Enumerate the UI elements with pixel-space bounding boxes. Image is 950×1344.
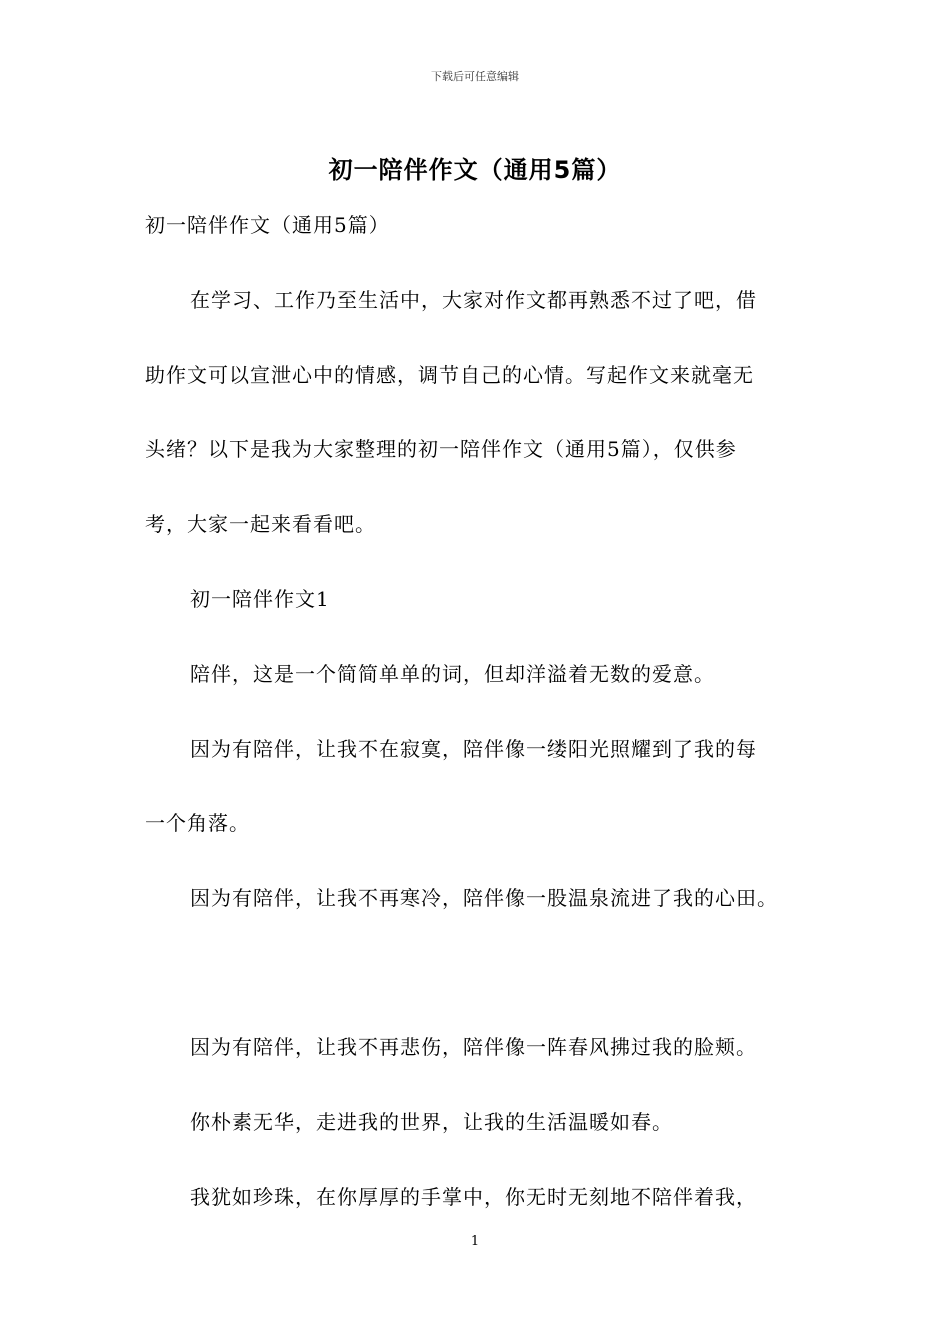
paragraph-line: 因为有陪伴，让我不在寂寞，陪伴像一缕阳光照耀到了我的每 xyxy=(190,737,757,761)
paragraph-line: 陪伴，这是一个简简单单的词，但却洋溢着无数的爱意。 xyxy=(190,662,715,686)
paragraph-line: 助作文可以宣泄心中的情感，调节自己的心情。写起作文来就毫无 xyxy=(145,363,754,387)
paragraph-line: 你朴素无华，走进我的世界，让我的生活温暖如春。 xyxy=(190,1110,673,1134)
document-subtitle: 初一陪伴作文（通用5篇） xyxy=(145,213,390,237)
paragraph-line: 因为有陪伴，让我不再悲伤，陪伴像一阵春风拂过我的脸颊。 xyxy=(190,1035,757,1059)
paragraph-line: 考，大家一起来看看吧。 xyxy=(145,512,376,536)
paragraph-line: 头绪？以下是我为大家整理的初一陪伴作文（通用5篇），仅供参 xyxy=(145,437,737,461)
paragraph-line: 我犹如珍珠，在你厚厚的手掌中，你无时无刻地不陪伴着我， xyxy=(190,1185,757,1209)
paragraph-line: 因为有陪伴，让我不再寒冷，陪伴像一股温泉流进了我的心田。 xyxy=(190,886,778,910)
paragraph-line: 在学习、工作乃至生活中，大家对作文都再熟悉不过了吧，借 xyxy=(190,288,757,312)
page-number: 1 xyxy=(470,1234,480,1249)
paragraph-line: 一个角落。 xyxy=(145,811,250,835)
section-heading: 初一陪伴作文1 xyxy=(190,587,330,611)
document-title: 初一陪伴作文（通用5篇） xyxy=(328,156,622,184)
header-note: 下载后可任意编辑 xyxy=(431,70,519,83)
